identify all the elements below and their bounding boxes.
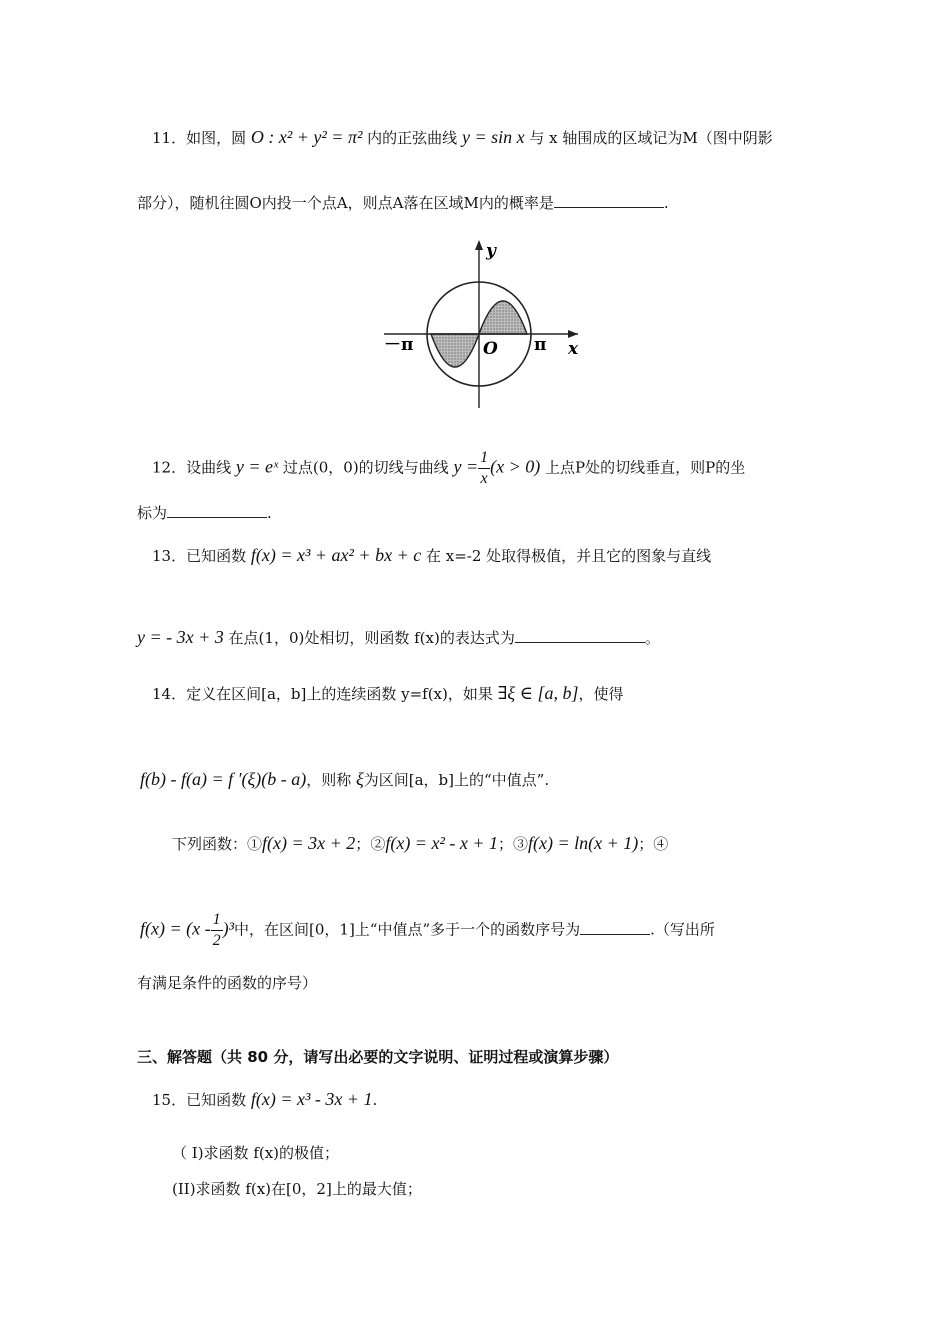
q13-function: f(x) = x³ + ax² + bx + c	[250, 545, 422, 565]
q15-text1: 已知函数	[186, 1091, 247, 1109]
q13-number: 13．	[152, 547, 187, 565]
q11-curve-equation: y = sin x	[461, 127, 525, 147]
q14-function3: f(x) = ln(x + 1)	[528, 833, 639, 853]
q14-function4-fraction	[211, 910, 223, 951]
q14-f4-denominator: 2	[212, 932, 221, 949]
q14-number: 14．	[152, 685, 187, 703]
q12-condition: (x > 0)	[490, 456, 541, 477]
q12-text4: 标为	[137, 504, 168, 522]
q14-xi: ξ	[356, 769, 364, 789]
q15-line1	[152, 1088, 377, 1111]
x-axis-label: x	[568, 339, 579, 359]
q12-text2: 过点(0，0)的切线与曲线	[282, 458, 449, 477]
q13-answer-blank	[515, 628, 645, 643]
q12-text1: 设曲线	[186, 458, 232, 477]
q11-text3: 与 x 轴围成的区域记为M（图中阴影	[529, 129, 773, 147]
q14-line2	[140, 768, 549, 791]
q12-end: .	[267, 504, 272, 522]
q14-choice4-marker: ④	[653, 835, 669, 853]
q15-function: f(x) = x³ - 3x + 1	[250, 1089, 373, 1109]
q14-answer-blank	[580, 920, 650, 935]
q13-end: 。	[644, 629, 660, 647]
shaded-region-right	[479, 301, 527, 334]
neg-pi-label: －π	[384, 335, 414, 355]
q12-fraction	[478, 448, 490, 489]
q13-text1: 已知函数	[186, 547, 247, 565]
q14-function1: f(x) = 3x + 2	[262, 833, 356, 853]
q13-text3: 在点(1，0)处相切，则函数 f(x)的表达式为	[228, 629, 515, 647]
q11-line1	[152, 126, 773, 149]
q14-line5	[137, 972, 317, 994]
q11-number: 11．	[152, 129, 187, 147]
q14-choice1-marker: ①	[247, 835, 263, 853]
q15-part2: (II)求函数 f(x)在[0，2]上的最大值；	[172, 1180, 422, 1198]
section3-heading: 三、解答题（共 80 分，请写出必要的文字说明、证明过程或演算步骤）	[137, 1048, 619, 1066]
q14-text1: 定义在区间[a，b]上的连续函数 y=f(x)，如果	[186, 685, 493, 703]
q11-text1: 如图，圆	[186, 129, 247, 147]
q14-function4-rhs: )³	[222, 918, 234, 939]
q12-text3: 上点P处的切线垂直，则P的坐	[545, 458, 746, 477]
x-axis-arrow	[568, 330, 578, 338]
q14-text4: 为区间[a，b]上的“中值点”.	[363, 771, 550, 789]
q14-function2: f(x) = x² - x + 1	[385, 833, 498, 853]
q12-fraction-denominator: x	[480, 470, 488, 487]
q14-function4-lhs: f(x) = (x -	[140, 918, 211, 939]
q14-sep2: ；	[497, 835, 513, 853]
q14-text3: ，则称	[306, 771, 352, 789]
shaded-region-left	[431, 334, 479, 367]
q13-line2	[137, 626, 660, 649]
q12-line1	[152, 448, 745, 489]
q11-end: .	[663, 194, 669, 212]
origin-label: O	[483, 339, 498, 359]
q12-answer-blank	[167, 503, 267, 518]
q11-figure	[382, 238, 582, 410]
q13-line-equation: y = - 3x + 3	[137, 627, 224, 647]
q14-mean-value-equation: f(b) - f(a) = f ′(ξ)(b - a)	[140, 769, 307, 789]
q14-choice3-marker: ③	[512, 835, 528, 853]
q12-fraction-numerator: 1	[478, 448, 490, 469]
q14-sep1: ；	[355, 835, 371, 853]
q12-number: 12．	[152, 458, 187, 477]
q14-sep3: ；	[638, 835, 654, 853]
q14-text6: .（写出所	[650, 920, 715, 939]
q14-list-intro: 下列函数：	[172, 835, 248, 853]
q11-answer-blank	[554, 193, 664, 208]
q14-text5: 中，在区间[0，1]上“中值点”多于一个的函数序号为	[234, 920, 581, 939]
q14-line4	[140, 910, 715, 951]
q14-text2: ，使得	[578, 685, 624, 703]
q14-line3	[172, 832, 668, 855]
q15-number: 15．	[152, 1091, 187, 1109]
y-axis-label: y	[486, 241, 496, 261]
q12-curve1: y = eˣ	[235, 456, 279, 477]
q12-curve2-lhs: y =	[453, 456, 479, 477]
q13-text2: 在 x=-2 处取得极值，并且它的图象与直线	[426, 547, 712, 565]
q13-line1	[152, 544, 711, 567]
q14-line1	[152, 682, 623, 705]
q14-exists: ∃ξ ∈ [a, b]	[497, 683, 579, 703]
q14-choice2-marker: ②	[370, 835, 386, 853]
q11-circle-equation: O : x² + y² = π²	[250, 127, 363, 147]
q14-text7: 有满足条件的函数的序号）	[137, 974, 318, 992]
q11-text2: 内的正弦曲线	[367, 129, 458, 147]
q14-f4-numerator: 1	[211, 910, 223, 931]
pi-label: π	[534, 335, 547, 355]
q12-line2	[137, 502, 272, 524]
q11-line2	[137, 192, 669, 214]
q11-text4: 部分），随机往圆O内投一个点A，则点A落在区域M内的概率是	[137, 194, 554, 212]
q15-part1: （ I)求函数 f(x)的极值；	[172, 1144, 340, 1162]
q15-end: .	[372, 1091, 378, 1109]
y-axis-arrow	[475, 240, 483, 250]
